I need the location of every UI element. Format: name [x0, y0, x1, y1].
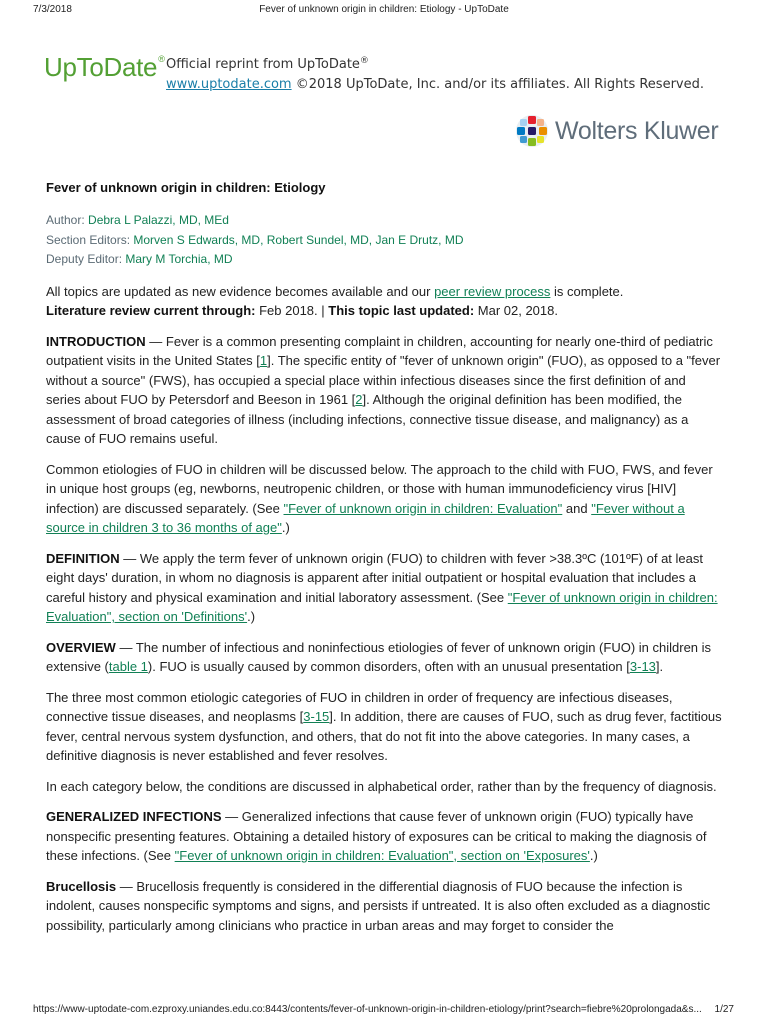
section-editors-label: Section Editors: [46, 232, 131, 247]
overview-text: ]. [655, 659, 664, 674]
paragraph-text: The three most common etiologic categories of FUO in children in order of frequency are infectious diseases, connective tissue diseases, and neoplasms [ [46, 689, 673, 724]
deputy-editor-label: Deputy Editor: [46, 252, 123, 266]
update-text: All topics are updated as new evidence becomes available and our [46, 283, 435, 299]
reference-link[interactable]: 3-15 [303, 709, 330, 724]
deputy-editor-row [46, 250, 724, 270]
print-document-title: Fever of unknown origin in children: Etiology - UpToDate [259, 4, 509, 15]
author-link[interactable]: Debra L Palazzi, MD, MEd [88, 213, 229, 227]
page-number: 1/27 [714, 1004, 734, 1015]
generalized-infections-text: .) [589, 848, 598, 863]
definitions-section-link[interactable]: "Fever of unknown origin in children: Evaluation", section on 'Definitions' [46, 589, 718, 624]
generalized-infections-text: — Generalized infections that cause fever of unknown origin (FUO) typically have nonspecific presenting features. Obtaining a detailed history of exposures can be critical to making the diagnosis of these infections. (See [46, 809, 707, 863]
brucellosis-text: — Brucellosis frequently is considered in the differential diagnosis of FUO because the infection is indolent, causes nonspecific symptoms and signs, and persists if untreated. It is also often excluded as a diagnostic possibility, particularly among clinicians who practice in urban areas and may forget to consider the [46, 878, 711, 933]
article-title: Fever of unknown origin in children: Etiology [46, 180, 326, 195]
reprint-registered-mark: ® [359, 56, 369, 66]
introduction-heading: INTRODUCTION [46, 333, 146, 349]
peer-review-link[interactable]: peer review process [434, 283, 551, 299]
print-date: 7/3/2018 [33, 4, 72, 15]
introduction-text: — Fever is a common presenting complaint in children, accounting for nearly one-third of pediatric outpatient visits in the United States [ [46, 333, 713, 368]
section-editors-link[interactable]: Morven S Edwards, MD, Robert Sundel, MD, Jan E Drutz, MD [133, 232, 464, 247]
reference-link[interactable]: 1 [259, 353, 268, 368]
reference-link[interactable]: 3-13 [629, 659, 656, 674]
uptodate-logo [44, 52, 165, 83]
article-credits [46, 211, 724, 270]
brucellosis-heading: Brucellosis [46, 878, 117, 894]
last-updated-value: Mar 02, 2018. [474, 303, 558, 318]
last-updated-label: This topic last updated: [328, 303, 475, 318]
paragraph-text: .) [281, 520, 290, 535]
logo-registered-mark: ® [158, 54, 165, 64]
lit-review-value: Feb 2018. | [255, 303, 329, 318]
publisher-name: Wolters Kluwer [555, 116, 719, 145]
paragraph-text: and [562, 500, 592, 516]
overview-text: ). FUO is usually caused by common disorders, often with an unusual presentation [ [147, 659, 630, 674]
table-1-link[interactable]: table 1 [108, 659, 148, 674]
definition-heading: DEFINITION [46, 550, 120, 566]
section-editors-row [46, 231, 724, 251]
wolters-kluwer-mark-icon [515, 114, 549, 148]
paragraph-text: ]. In addition, there are causes of FUO, such as drug fever, factitious fever, central nervous system dysfunction, and others, that do not fit into the above categories. In many cases, a definitive diagnosis is never established and fever resolves. [46, 709, 722, 763]
update-text-end: is complete. [550, 283, 624, 299]
etiologic-categories-paragraph [46, 688, 724, 766]
logo-text: UpToDate [44, 52, 158, 82]
print-source-url: https://www-uptodate-com.ezproxy.uniandes.edu.co:8443/contents/fever-of-unknown-origin-in-children-etiology/print?search=fiebre%20prolongada&s... [33, 1004, 702, 1015]
update-notice [46, 282, 724, 321]
author-label: Author: [46, 213, 85, 227]
fuo-evaluation-link[interactable]: "Fever of unknown origin in children: Evaluation" [283, 500, 563, 516]
fever-without-source-link[interactable]: "Fever without a source in children 3 to 36 months of age" [46, 500, 685, 535]
introduction-text: ]. The specific entity of "fever of unknown origin" (FUO), as opposed to a "fever without a source" (FWS), has occupied a special place within infectious diseases since the first definition of and series about FUO by Petersdorf and Beeson in 1961 [ [46, 353, 721, 407]
lit-review-label: Literature review current through: [46, 303, 256, 318]
definition-section [46, 549, 724, 627]
print-footer [0, 1004, 768, 1020]
author-row [46, 211, 724, 231]
brucellosis-section [46, 877, 724, 936]
uptodate-url-link[interactable]: www.uptodate.com [166, 77, 292, 92]
reprint-notice [166, 51, 704, 95]
introduction-section [46, 332, 724, 449]
alphabetical-order-paragraph: In each category below, the conditions are discussed in alphabetical order, rather than by the frequency of diagnosis. [46, 778, 717, 794]
article-content [46, 178, 724, 935]
overview-section [46, 638, 724, 677]
common-etiologies-paragraph [46, 460, 724, 538]
print-header [0, 4, 768, 20]
introduction-text: ]. Although the original definition has been modified, the assessment of broad categories of illness (including infections, connective tissue disease, and malignancy) as a cause of FUO remains useful. [46, 392, 689, 446]
definition-text: .) [247, 609, 256, 624]
wolters-kluwer-logo [515, 114, 718, 148]
reprint-line: Official reprint from UpToDate [166, 57, 360, 72]
overview-text: — The number of infectious and noninfectious etiologies of fever of unknown origin (FUO) in children is extensive ( [46, 639, 712, 674]
definition-text: — We apply the term fever of unknown origin (FUO) to children with fever >38.3ºC (101ºF) of at least eight days' duration, in whom no diagnosis is apparent after initial outpatient or hospital evaluation that includes a careful history and physical examination and initial laboratory assessment. (See [46, 550, 703, 605]
overview-heading: OVERVIEW [46, 639, 116, 655]
reference-link[interactable]: 2 [355, 392, 363, 407]
generalized-infections-section [46, 807, 724, 866]
deputy-editor-link[interactable]: Mary M Torchia, MD [125, 252, 233, 266]
copyright-text: ©2018 UpToDate, Inc. and/or its affiliates. All Rights Reserved. [295, 77, 704, 92]
exposures-section-link[interactable]: "Fever of unknown origin in children: Evaluation", section on 'Exposures' [174, 848, 590, 863]
generalized-infections-heading: GENERALIZED INFECTIONS [46, 809, 222, 824]
paragraph-text: Common etiologies of FUO in children will be discussed below. The approach to the child with FUO, FWS, and fever in unique host groups (eg, newborns, neutropenic children, or those with human immunodeficiency virus [HIV] infection) are discussed separately. (See [46, 461, 713, 516]
